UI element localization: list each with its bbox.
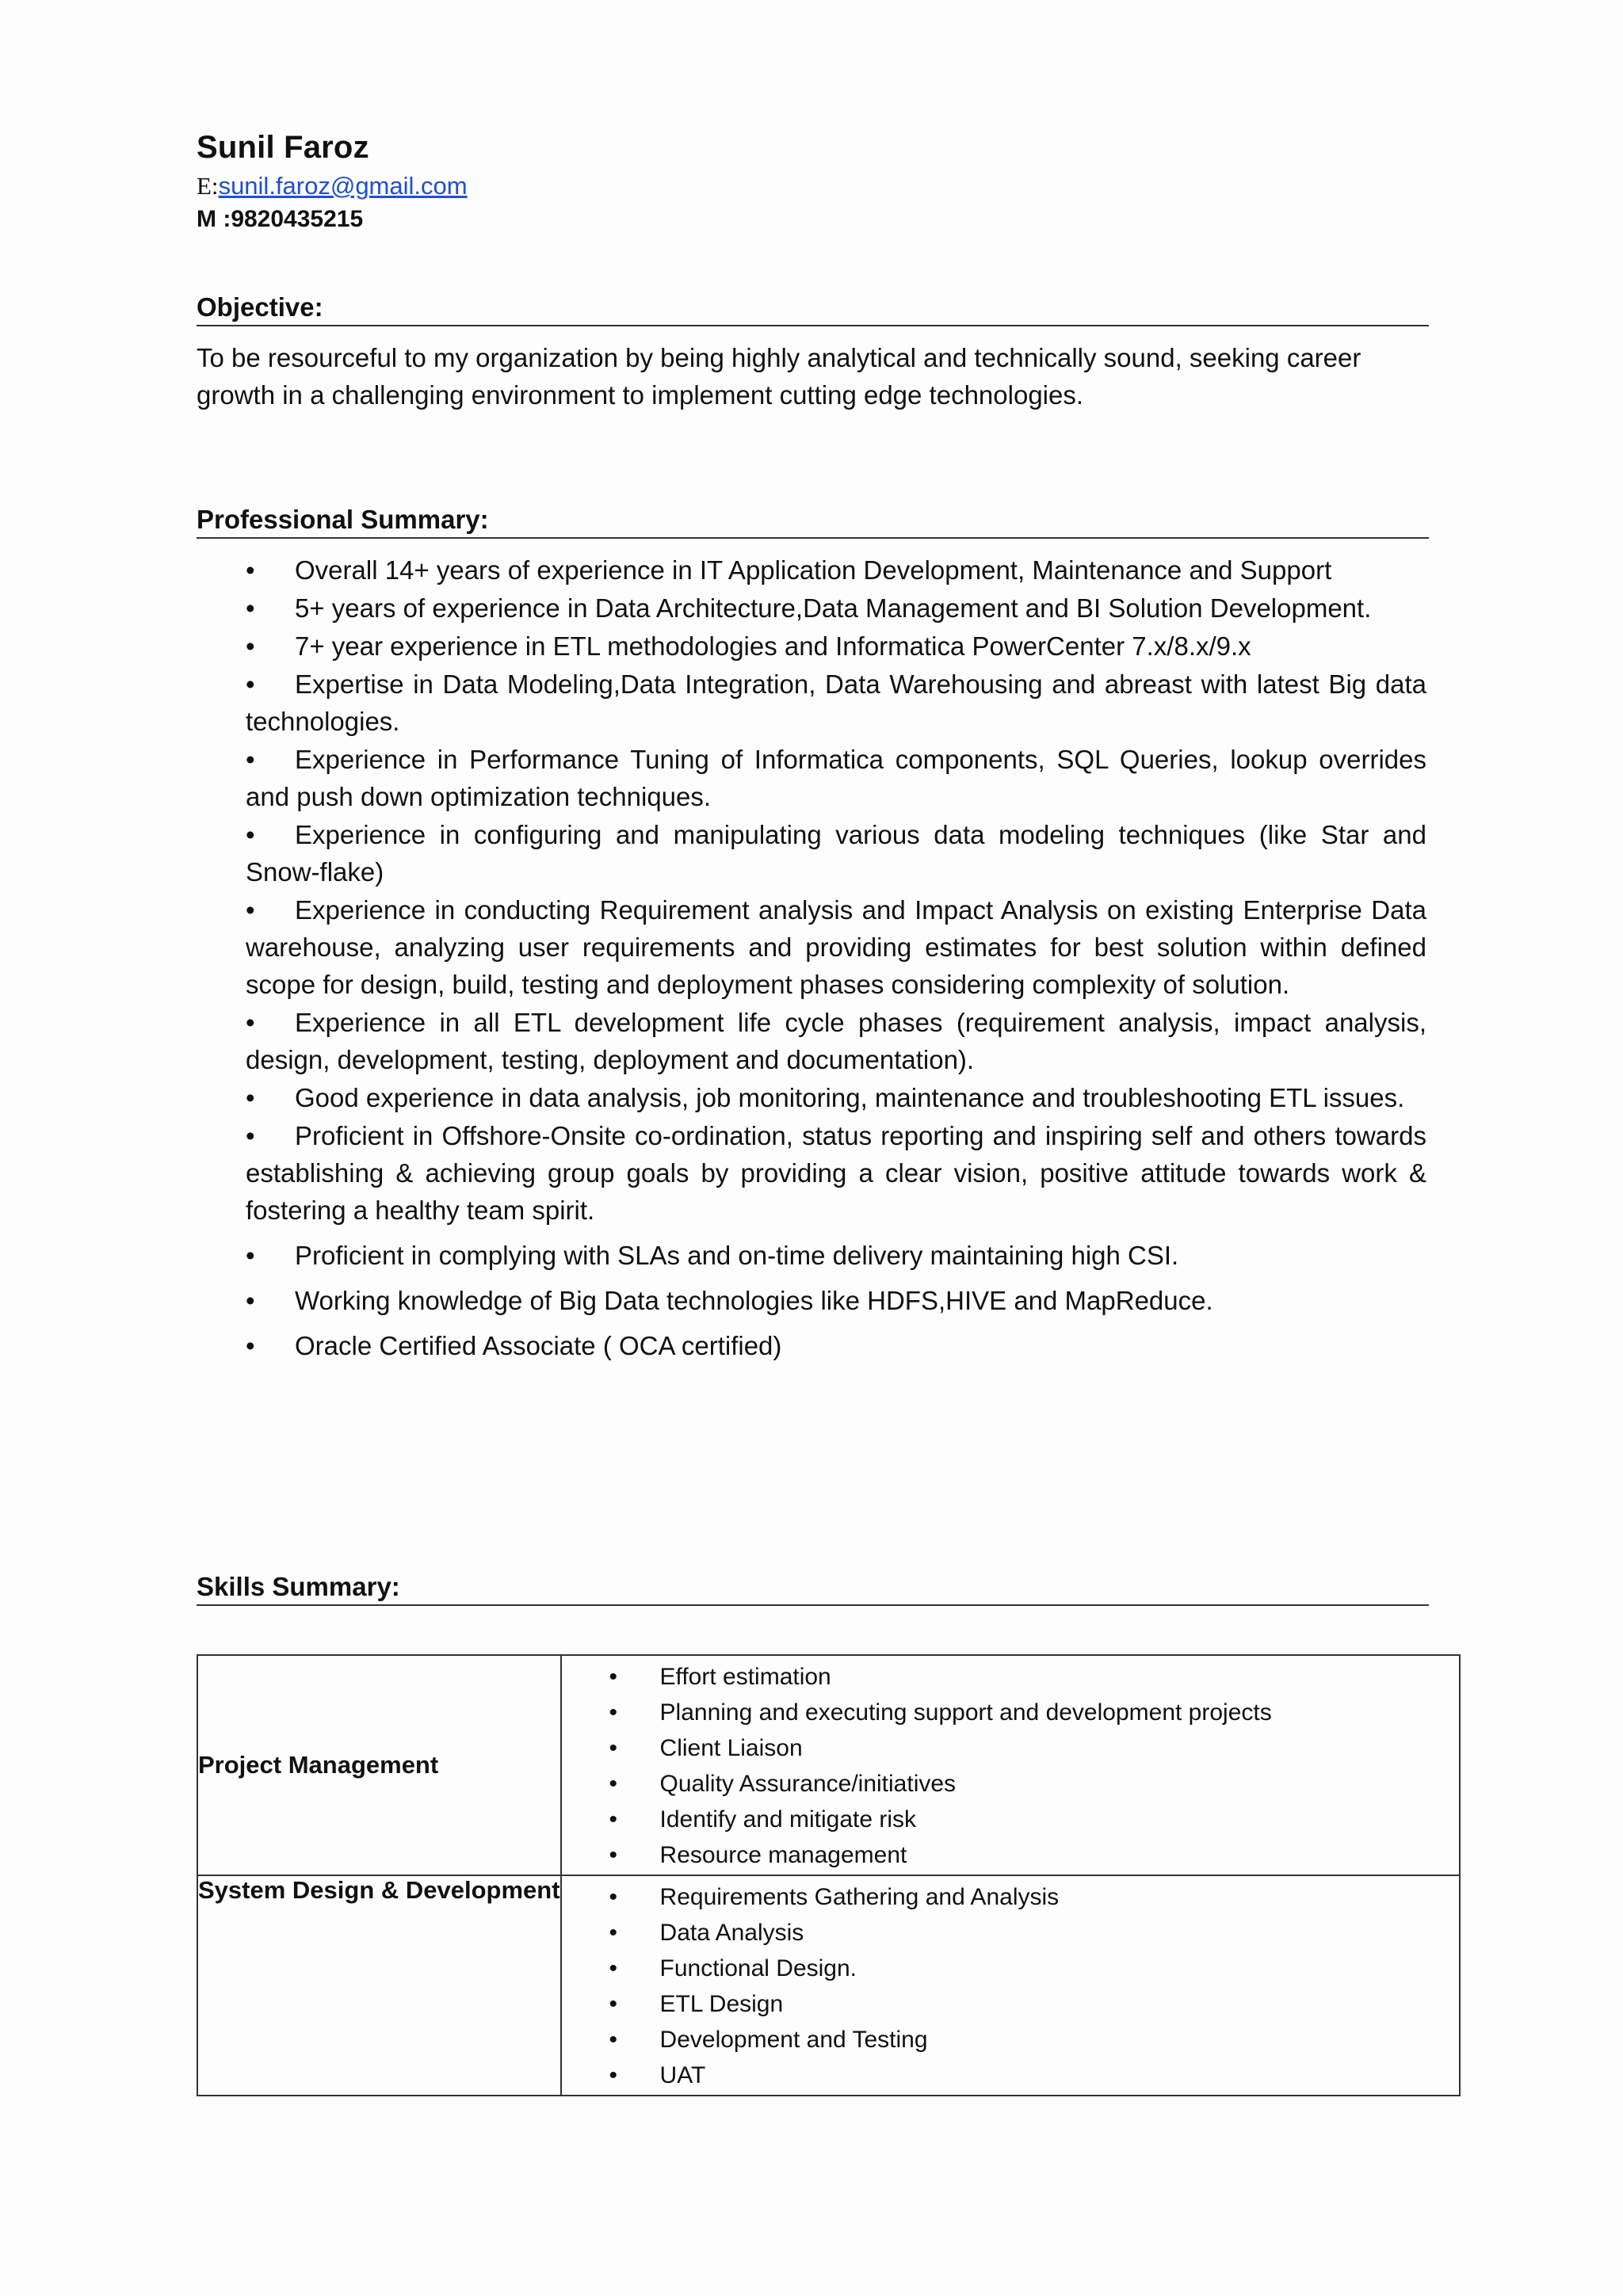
bullet-icon: • (246, 631, 255, 661)
skill-item: • ETL Design (609, 1986, 1459, 2022)
bullet-icon: • (609, 1884, 618, 1910)
bullet-icon: • (609, 1991, 618, 2017)
skill-category: Project Management (197, 1655, 561, 1875)
bullet-icon: • (609, 2027, 618, 2053)
professional-summary-list (246, 551, 1426, 1368)
summary-item: • Experience in configuring and manipulating various data modeling techniques (like Star and Snow-flake) (246, 816, 1426, 891)
skill-category: System Design & Development (197, 1875, 561, 2096)
contact-header (197, 125, 1433, 236)
bullet-icon: • (246, 555, 255, 585)
summary-item: • 5+ years of experience in Data Architecture,Data Management and BI Solution Development. (246, 589, 1426, 627)
summary-item: • Proficient in Offshore-Onsite co-ordination, status reporting and inspiring self and others towards establishing & achieving group goals by providing a clear vision, positive attitude towards work & fostering a healthy team spirit. (246, 1117, 1426, 1229)
skill-item: • Functional Design. (609, 1951, 1459, 1986)
summary-item: • Working knowledge of Big Data technologies like HDFS,HIVE and MapReduce. (246, 1282, 1426, 1319)
bullet-icon: • (609, 1842, 618, 1868)
summary-item: • Expertise in Data Modeling,Data Integration, Data Warehousing and abreast with latest Big data technologies. (246, 666, 1426, 740)
email-prefix: E: (197, 172, 219, 200)
skill-item: • Client Liaison (609, 1730, 1459, 1766)
summary-item: • Oracle Certified Associate ( OCA certified) (246, 1327, 1426, 1364)
skills-row-project-management (197, 1655, 1460, 1875)
skill-items-list (562, 1876, 1459, 2095)
skill-item: • Effort estimation (609, 1659, 1459, 1695)
bullet-icon: • (246, 1121, 255, 1150)
skill-item: • Identify and mitigate risk (609, 1802, 1459, 1837)
skill-item: • Planning and executing support and development projects (609, 1695, 1459, 1730)
bullet-icon: • (609, 1806, 618, 1833)
bullet-icon: • (609, 1664, 618, 1690)
bullet-icon: • (246, 593, 255, 623)
bullet-icon: • (609, 1699, 618, 1726)
professional-summary-heading: Professional Summary: (197, 502, 1429, 539)
email-link[interactable]: sunil.faroz@gmail.com (218, 172, 468, 200)
skill-items-cell (561, 1875, 1460, 2096)
mobile-number: M :9820435215 (197, 206, 364, 232)
skill-item: • Development and Testing (609, 2022, 1459, 2058)
bullet-icon: • (246, 895, 255, 925)
bullet-icon: • (609, 1771, 618, 1797)
objective-heading: Objective: (197, 290, 1429, 326)
candidate-name: Sunil Faroz (197, 130, 369, 165)
summary-item: • Experience in conducting Requirement analysis and Impact Analysis on existing Enterprise Data warehouse, analyzing user requirements and providing estimates for best solution within defined scope for design, build, testing and deployment phases considering complexity of solution. (246, 891, 1426, 1003)
skill-items-cell (561, 1655, 1460, 1875)
skills-row-system-design (197, 1875, 1460, 2096)
bullet-icon: • (246, 669, 255, 699)
bullet-icon: • (246, 1008, 255, 1037)
bullet-icon: • (609, 2062, 618, 2088)
bullet-icon: • (609, 1735, 618, 1761)
skill-items-list (562, 1656, 1459, 1875)
email-line (197, 170, 1433, 203)
skill-item: • Resource management (609, 1837, 1459, 1873)
skills-summary-heading: Skills Summary: (197, 1569, 1429, 1606)
bullet-icon: • (246, 1241, 255, 1270)
skill-item: • Quality Assurance/initiatives (609, 1766, 1459, 1802)
bullet-icon: • (246, 745, 255, 774)
skill-item: • Data Analysis (609, 1915, 1459, 1951)
summary-item: • Experience in all ETL development life cycle phases (requirement analysis, impact analysis, design, development, testing, deployment and documentation). (246, 1004, 1426, 1078)
summary-item: • Overall 14+ years of experience in IT Application Development, Maintenance and Support (246, 551, 1426, 589)
summary-item: • 7+ year experience in ETL methodologies and Informatica PowerCenter 7.x/8.x/9.x (246, 627, 1426, 665)
bullet-icon: • (246, 1083, 255, 1112)
summary-item: • Proficient in complying with SLAs and on-time delivery maintaining high CSI. (246, 1237, 1426, 1274)
bullet-icon: • (609, 1955, 618, 1981)
bullet-icon: • (246, 820, 255, 849)
objective-text: To be resourceful to my organization by being highly analytical and technically sound, seeking career growth in a challenging environment to implement cutting edge technologies. (197, 343, 1361, 410)
bullet-icon: • (246, 1286, 255, 1315)
summary-item: • Good experience in data analysis, job monitoring, maintenance and troubleshooting ETL issues. (246, 1079, 1426, 1116)
bullet-icon: • (246, 1331, 255, 1360)
skills-table (197, 1654, 1461, 2096)
skill-item: • UAT (609, 2058, 1459, 2093)
bullet-icon: • (609, 1920, 618, 1946)
summary-item: • Experience in Performance Tuning of Informatica components, SQL Queries, lookup overrides and push down optimization techniques. (246, 741, 1426, 815)
skill-item: • Requirements Gathering and Analysis (609, 1879, 1459, 1915)
